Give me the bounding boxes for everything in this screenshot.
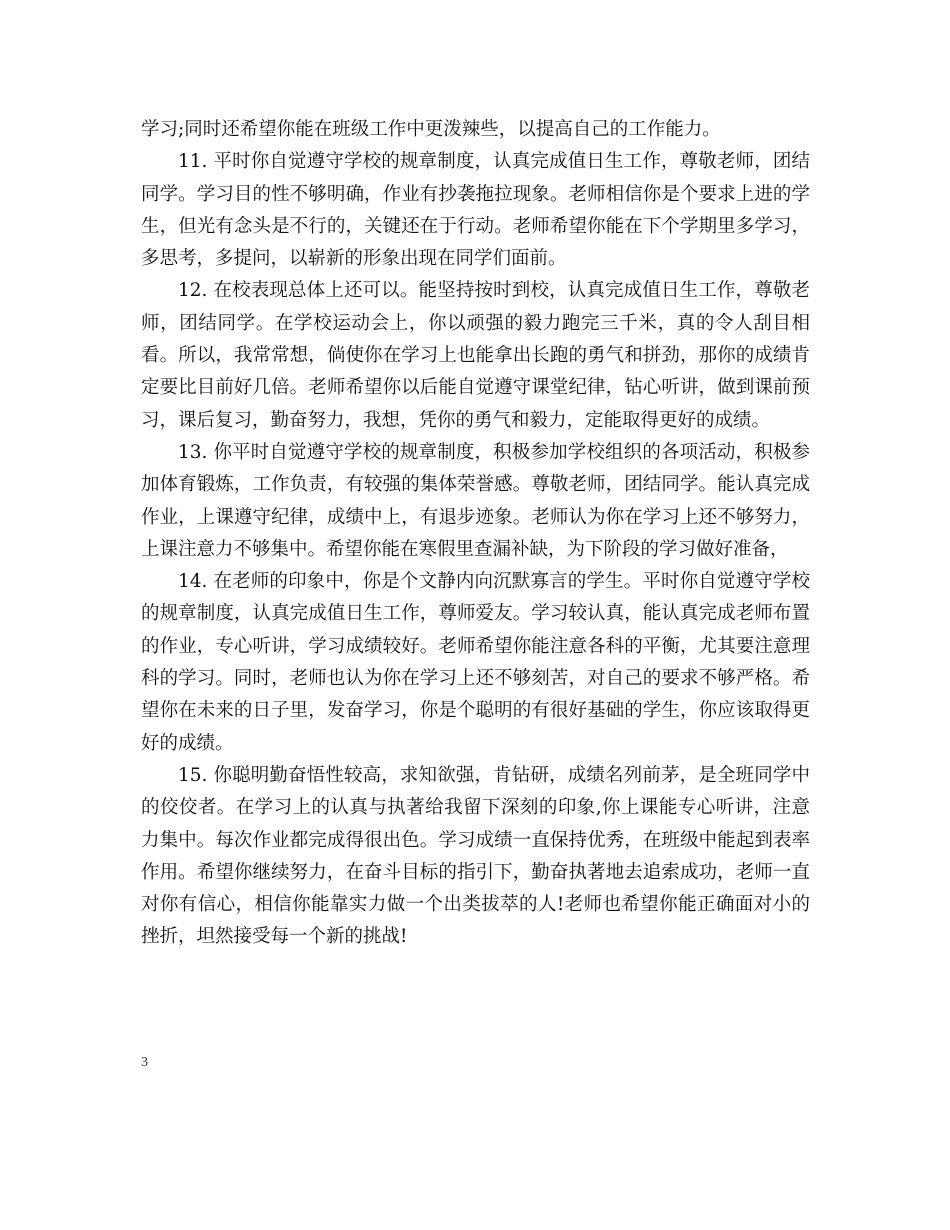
paragraph-comment-12: 12. 在校表现总体上还可以。能坚持按时到校，认真完成值日生工作，尊敬老师，团结同学。在学校运动会上，你以顽强的毅力跑完三千米，真的令人刮目相看。所以，我常常想，倘使你在学习上也能拿出长跑的勇气和拼劲，那你的成绩肯定要比目前好几倍。老师希望你以后能自觉遵守课堂纪律，钻心听讲，做到课前预习，课后复习，勤奋努力，我想，凭你的勇气和毅力，定能取得更好的成绩。 (141, 280, 810, 431)
paragraph-comment-13: 13. 你平时自觉遵守学校的规章制度，积极参加学校组织的各项活动，积极参加体育锻炼，工作负责，有较强的集体荣誉感。尊敬老师，团结同学。能认真完成作业，上课遵守纪律，成绩中上，有退步迹象。老师认为你在学习上还不够努力，上课注意力不够集中。希望你能在寒假里查漏补缺，为下阶段的学习做好准备， (141, 441, 810, 560)
paragraph-comment-14: 14. 在老师的印象中，你是个文静内向沉默寡言的学生。平时你自觉遵守学校的规章制度，认真完成值日生工作，尊师爱友。学习较认真，能认真完成老师布置的作业，专心听讲，学习成绩较好。老师希望你能注意各科的平衡，尤其要注意理科的学习。同时，老师也认为你在学习上还不够刻苦，对自己的要求不够严格。希望你在未来的日子里，发奋学习，你是个聪明的有很好基础的学生，你应该取得更好的成绩。 (141, 571, 810, 754)
paragraph-comment-15: 15. 你聪明勤奋悟性较高，求知欲强，肯钻研，成绩名列前茅，是全班同学中的佼佼者。在学习上的认真与执著给我留下深刻的印象,你上课能专心听讲，注意力集中。每次作业都完成得很出色。学习成绩一直保持优秀，在班级中能起到表率作用。希望你继续努力，在奋斗目标的指引下，勤奋执著地去追索成功，老师一直对你有信心，相信你能靠实力做一个出类拔萃的人!老师也希望你能正确面对小的挫折，坦然接受每一个新的挑战! (141, 764, 810, 948)
document-body (141, 114, 810, 954)
paragraph-comment-11: 11. 平时你自觉遵守学校的规章制度，认真完成值日生工作，尊敬老师，团结同学。学习目的性不够明确，作业有抄袭拖拉现象。老师相信你是个要求上进的学生，但光有念头是不行的，关键还在于行动。老师希望你能在下个学期里多学习，多思考，多提问，以崭新的形象出现在同学们面前。 (141, 151, 810, 270)
page-number: 3 (141, 1055, 148, 1070)
paragraph-continuation: 学习;同时还希望你能在班级工作中更泼辣些，以提高自己的工作能力。 (141, 119, 721, 140)
